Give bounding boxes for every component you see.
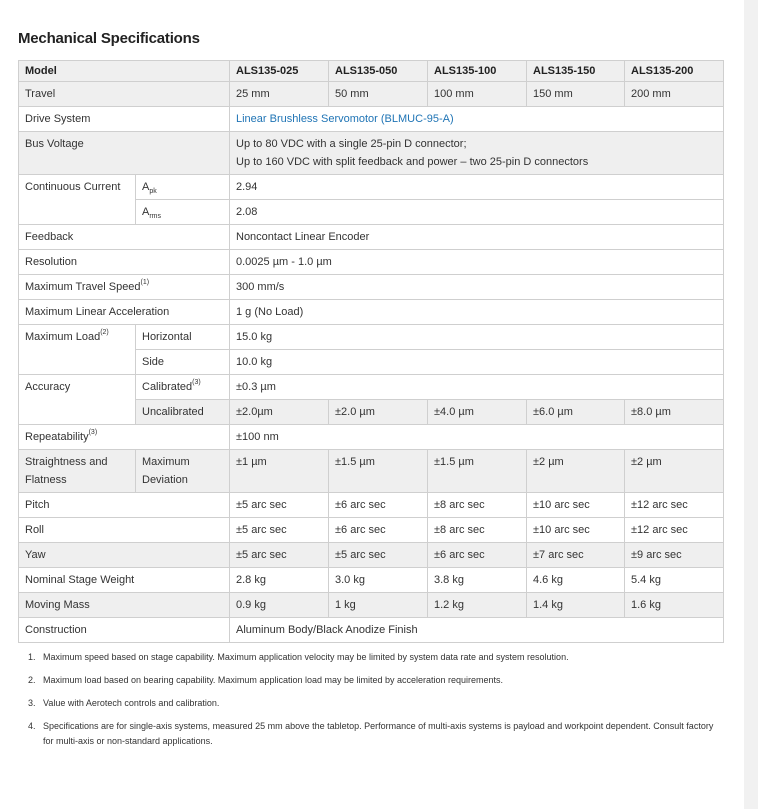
cell: 10.0 kg (230, 350, 724, 375)
spec-table (18, 60, 724, 643)
footnotes-list (28, 650, 723, 757)
cell: 1.4 kg (527, 593, 625, 618)
apk-symbol: A (142, 181, 150, 193)
cell: 2.8 kg (230, 568, 329, 593)
row-bus-voltage (19, 132, 724, 175)
footnote-number: 4. (28, 721, 36, 731)
bus-voltage-cell (230, 132, 724, 175)
row-drive-system (19, 107, 724, 132)
cell: ±9 arc sec (625, 543, 724, 568)
row-feedback (19, 225, 724, 250)
sub-label: Uncalibrated (136, 400, 230, 425)
cell: ±1 µm (230, 450, 329, 493)
cell: 50 mm (329, 82, 428, 107)
row-label (19, 450, 136, 493)
cell: ±5 arc sec (230, 518, 329, 543)
row-pitch (19, 493, 724, 518)
cell: ±5 arc sec (230, 493, 329, 518)
cell: ±6 arc sec (428, 543, 527, 568)
row-label (19, 325, 136, 375)
row-label: Continuous Current (19, 175, 136, 225)
row-accuracy-calibrated (19, 375, 724, 400)
row-label (19, 425, 230, 450)
row-repeatability (19, 425, 724, 450)
row-stage-weight (19, 568, 724, 593)
header-model-3: ALS135-100 (428, 61, 527, 82)
row-label: Accuracy (19, 375, 136, 425)
sub-label: Horizontal (136, 325, 230, 350)
row-label: Roll (19, 518, 230, 543)
cell: 1 g (No Load) (230, 300, 724, 325)
footnote-text: Maximum speed based on stage capability. Maximum application velocity may be limited by system data rate and system resolution. (43, 652, 569, 662)
cell: ±12 arc sec (625, 493, 724, 518)
row-label: Pitch (19, 493, 230, 518)
cell: ±2.0µm (230, 400, 329, 425)
cell: Noncontact Linear Encoder (230, 225, 724, 250)
footnote (28, 650, 723, 665)
label-text: Repeatability (25, 431, 89, 443)
cell: 4.6 kg (527, 568, 625, 593)
label-text: Maximum Load (25, 331, 101, 343)
sub-label (136, 450, 230, 493)
row-max-load-horizontal (19, 325, 724, 350)
sub-label-arms (136, 200, 230, 225)
row-roll (19, 518, 724, 543)
sub-label-apk (136, 175, 230, 200)
header-model-2: ALS135-050 (329, 61, 428, 82)
footnote (28, 719, 723, 749)
cell: ±2 µm (527, 450, 625, 493)
cell: ±6 arc sec (329, 518, 428, 543)
row-resolution (19, 250, 724, 275)
label-text: Calibrated (142, 381, 193, 393)
cell: ±4.0 µm (428, 400, 527, 425)
row-label: Feedback (19, 225, 230, 250)
header-model-1: ALS135-025 (230, 61, 329, 82)
cell: ±8.0 µm (625, 400, 724, 425)
apk-subscript: pk (149, 188, 157, 196)
cell: ±12 arc sec (625, 518, 724, 543)
cell: ±6.0 µm (527, 400, 625, 425)
label-text: Maximum Travel Speed (25, 281, 141, 293)
footnote-ref: (1) (140, 279, 150, 287)
cell: 300 mm/s (230, 275, 724, 300)
row-label: Drive System (19, 107, 230, 132)
cell: 100 mm (428, 82, 527, 107)
cell: Aluminum Body/Black Anodize Finish (230, 618, 724, 643)
row-label: Nominal Stage Weight (19, 568, 230, 593)
scrollbar-track[interactable] (744, 0, 758, 809)
cell: 1 kg (329, 593, 428, 618)
bus-voltage-line-2: Up to 160 VDC with split feedback and power – two 25-pin D connectors (236, 156, 589, 168)
cell: ±1.5 µm (329, 450, 428, 493)
footnote-number: 1. (28, 652, 36, 662)
cell: ±2.0 µm (329, 400, 428, 425)
cell: 0.9 kg (230, 593, 329, 618)
footnote-text: Maximum load based on bearing capability. Maximum application load may be limited by acceleration requirements. (43, 675, 504, 685)
cell: 15.0 kg (230, 325, 724, 350)
footnote-number: 2. (28, 675, 36, 685)
row-moving-mass (19, 593, 724, 618)
bus-voltage-line-1: Up to 80 VDC with a single 25-pin D connector; (236, 138, 467, 150)
sub-label-line: Maximum (142, 456, 190, 468)
cell: ±0.3 µm (230, 375, 724, 400)
row-label (19, 275, 230, 300)
cell: 0.0025 µm - 1.0 µm (230, 250, 724, 275)
cell: 3.0 kg (329, 568, 428, 593)
arms-subscript: rms (149, 213, 162, 221)
footnote-text: Specifications are for single-axis systems, measured 25 mm above the tabletop. Performance of multi-axis systems is payload and workpoint dependent. Consult factory for multi-axis or non-standard applications. (43, 721, 714, 746)
footnote (28, 673, 723, 688)
cell: ±6 arc sec (329, 493, 428, 518)
label-line: Flatness (25, 474, 67, 486)
row-label: Resolution (19, 250, 230, 275)
row-label: Maximum Linear Acceleration (19, 300, 230, 325)
label-line: Straightness and (25, 456, 108, 468)
cell: 150 mm (527, 82, 625, 107)
row-label: Travel (19, 82, 230, 107)
cell: ±10 arc sec (527, 493, 625, 518)
footnote-ref: (3) (192, 379, 201, 387)
header-model-4: ALS135-150 (527, 61, 625, 82)
row-straightness-flatness (19, 450, 724, 493)
cell: ±8 arc sec (428, 518, 527, 543)
cell: ±8 arc sec (428, 493, 527, 518)
sub-label: Side (136, 350, 230, 375)
footnote-number: 3. (28, 698, 36, 708)
row-label: Construction (19, 618, 230, 643)
footnote-text: Value with Aerotech controls and calibration. (43, 698, 220, 708)
cell: 2.08 (230, 200, 724, 225)
row-construction (19, 618, 724, 643)
cell: ±1.5 µm (428, 450, 527, 493)
arms-symbol: A (142, 206, 150, 218)
cell: 25 mm (230, 82, 329, 107)
cell: ±7 arc sec (527, 543, 625, 568)
cell: 1.2 kg (428, 593, 527, 618)
cell: ±5 arc sec (329, 543, 428, 568)
row-label: Yaw (19, 543, 230, 568)
cell: 5.4 kg (625, 568, 724, 593)
row-max-linear-accel (19, 300, 724, 325)
cell: 3.8 kg (428, 568, 527, 593)
row-max-travel-speed (19, 275, 724, 300)
sub-label-line: Deviation (142, 474, 188, 486)
row-label: Moving Mass (19, 593, 230, 618)
cell: ±100 nm (230, 425, 724, 450)
cell: ±5 arc sec (230, 543, 329, 568)
drive-system-link[interactable]: Linear Brushless Servomotor (BLMUC-95-A) (230, 107, 724, 132)
cell: ±10 arc sec (527, 518, 625, 543)
header-model: Model (19, 61, 230, 82)
sub-label (136, 375, 230, 400)
page-title: Mechanical Specifications (18, 30, 200, 47)
cell: ±2 µm (625, 450, 724, 493)
row-label: Bus Voltage (19, 132, 230, 175)
cell: 2.94 (230, 175, 724, 200)
cell: 1.6 kg (625, 593, 724, 618)
cell: 200 mm (625, 82, 724, 107)
footnote-ref: (3) (88, 429, 98, 437)
table-header-row (19, 61, 724, 82)
row-continuous-current-apk (19, 175, 724, 200)
row-yaw (19, 543, 724, 568)
footnote (28, 696, 723, 711)
footnote-ref: (2) (100, 329, 109, 337)
header-model-5: ALS135-200 (625, 61, 724, 82)
row-travel (19, 82, 724, 107)
